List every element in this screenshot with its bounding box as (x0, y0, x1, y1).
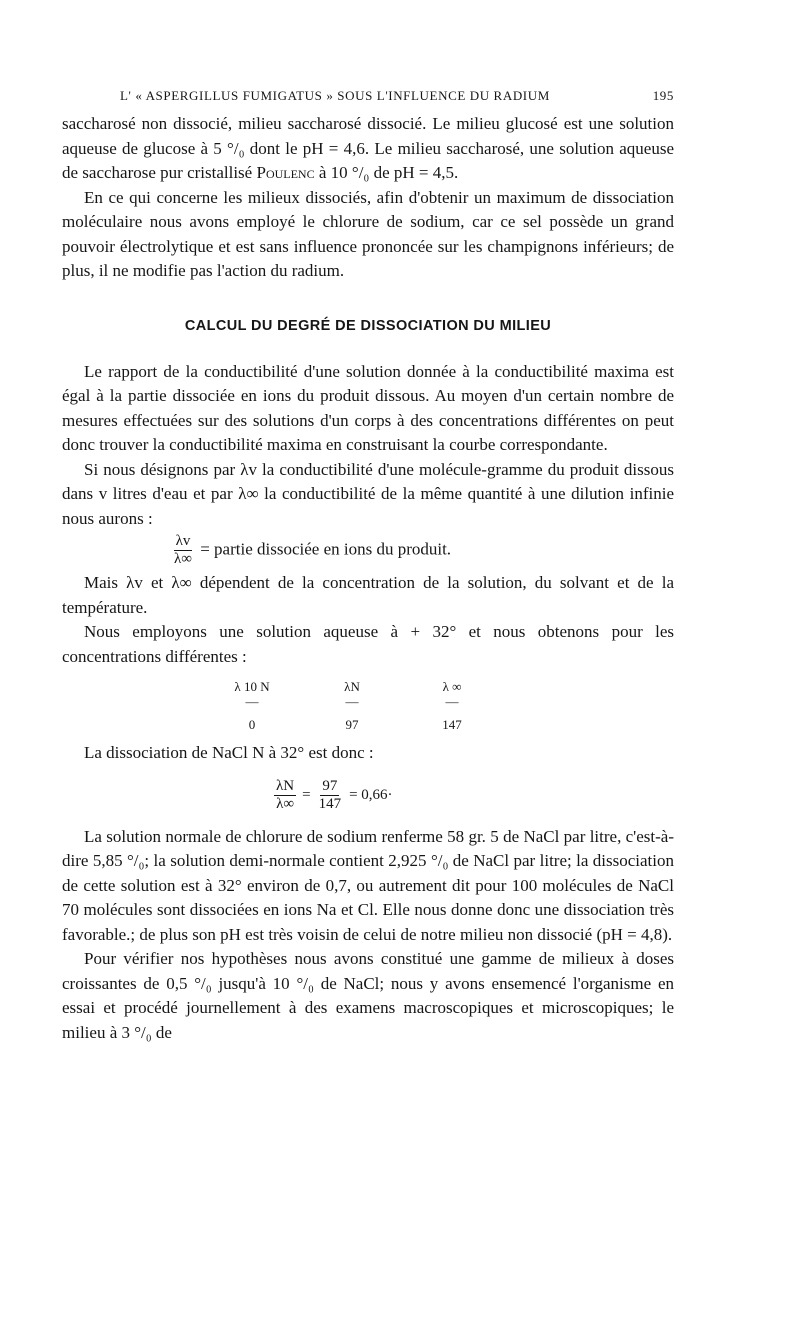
page-number: 195 (652, 88, 674, 103)
equation-dissociated-fraction (62, 533, 674, 568)
fraction (317, 778, 344, 813)
table-column (222, 679, 282, 733)
table-cell: 0 (248, 717, 256, 732)
running-header (62, 88, 674, 104)
table-column (422, 679, 482, 733)
paragraph-verification: Pour vérifier nos hypothèses nous avons constitué une gamme de milieux à doses croissantes de 0,5 °/₀ jusqu'à 10 °/₀ de NaCl; nous y avons ensemencé l'organisme en essai et procédé journellement à des examens macroscopiques et microscopiques; le milieu à 3 °/₀ de (62, 949, 674, 1042)
equals-sign: = (302, 786, 311, 803)
paragraph-text: saccharosé non dissocié, milieu saccharosé dissocié. Le milieu glucosé est une solution aqueuse de glucose à 5 °/₀ dont le pH = 4,6. Le milieu saccharosé, une solution aqueuse de saccharose pur cristallisé (62, 114, 674, 182)
conductivity-table (222, 679, 482, 733)
page-content (62, 88, 674, 1045)
paragraph-dissociated-media: En ce qui concerne les milieux dissociés, afin d'obtenir un maximum de dissociation moléculaire nous avons employé le chlorure de sodium, car ce sel possède un grand pouvoir électrolytique et est sans influence prononcée sur les champignons inférieurs; de plus, il ne modifie pas l'action du radium. (62, 187, 674, 280)
fraction-denominator: 147 (318, 795, 342, 812)
paragraph-media-description (62, 112, 674, 186)
paragraph-text: à 10 °/₀ de pH = 4,5. (314, 163, 459, 182)
author-name: Poulenc (256, 163, 315, 182)
paragraph-notation: Si nous désignons par λv la conductibilité d'une molécule-gramme du produit dissous dans v litres d'eau et par λ∞ la conductibilité de la même quantité à une dilution infinie nous aurons : (62, 459, 674, 528)
section-heading: CALCUL DU DEGRÉ DE DISSOCIATION DU MILIEU (184, 317, 552, 334)
running-title: L' « ASPERGILLUS FUMIGATUS » SOUS L'INFLUENCE DU RADIUM (120, 88, 550, 103)
fraction-numerator: 97 (322, 777, 338, 794)
paragraph-normal-solution: La solution normale de chlorure de sodium renferme 58 gr. 5 de NaCl par litre, c'est-à-dire 5,85 °/₀; la solution demi-normale contient 2,925 °/₀ de NaCl par litre; la dissociation de cette solution est à 32° environ de 0,7, ou autrement dit pour 100 molécules de NaCl 70 molécules sont dissociées en ions Na et Cl. Elle nous donne donc une dissociation très favorable.; de plus son pH est très voisin de celui de notre milieu non dissocié (pH = 4,8). (62, 826, 674, 944)
fraction-denominator: λ∞ (174, 551, 192, 567)
table-divider: — (445, 694, 459, 709)
table-cell: 97 (345, 717, 359, 732)
fraction-denominator: λ∞ (276, 795, 295, 812)
table-column (322, 679, 382, 733)
equation-result: = 0,66· (349, 786, 393, 803)
table-divider: — (245, 694, 259, 709)
paragraph-solution: Nous employons une solution aqueuse à + 32° et nous obtenons pour les concentrations différentes : (62, 622, 674, 666)
fraction (172, 533, 194, 568)
table-cell: 147 (442, 717, 462, 732)
table-header: λ 10 N (234, 679, 270, 694)
fraction-numerator: λv (175, 533, 191, 549)
fraction (274, 778, 296, 813)
paragraph-conductivity: Le rapport de la conductibilité d'une solution donnée à la conductibilité maxima est égal à la partie dissociée en ions du produit dissous. Au moyen d'un certain nombre de mesures effectuées sur des solutions d'un corps à des concentrations différentes on peut donc trouver la conductibilité maxima en construisant la courbe correspondante. (62, 361, 674, 454)
paragraph-nacl-dissociation: La dissociation de NaCl N à 32° est donc : (84, 743, 374, 762)
table-divider: — (345, 694, 359, 709)
table-header: λ ∞ (442, 679, 462, 694)
paragraph-dependence: Mais λv et λ∞ dépendent de la concentration de la solution, du solvant et de la température. (62, 573, 674, 617)
equation-rhs: = partie dissociée en ions du produit. (200, 539, 452, 559)
equation-nacl-ratio (62, 778, 674, 813)
table-header: λN (344, 679, 360, 694)
fraction-numerator: λN (276, 777, 295, 794)
